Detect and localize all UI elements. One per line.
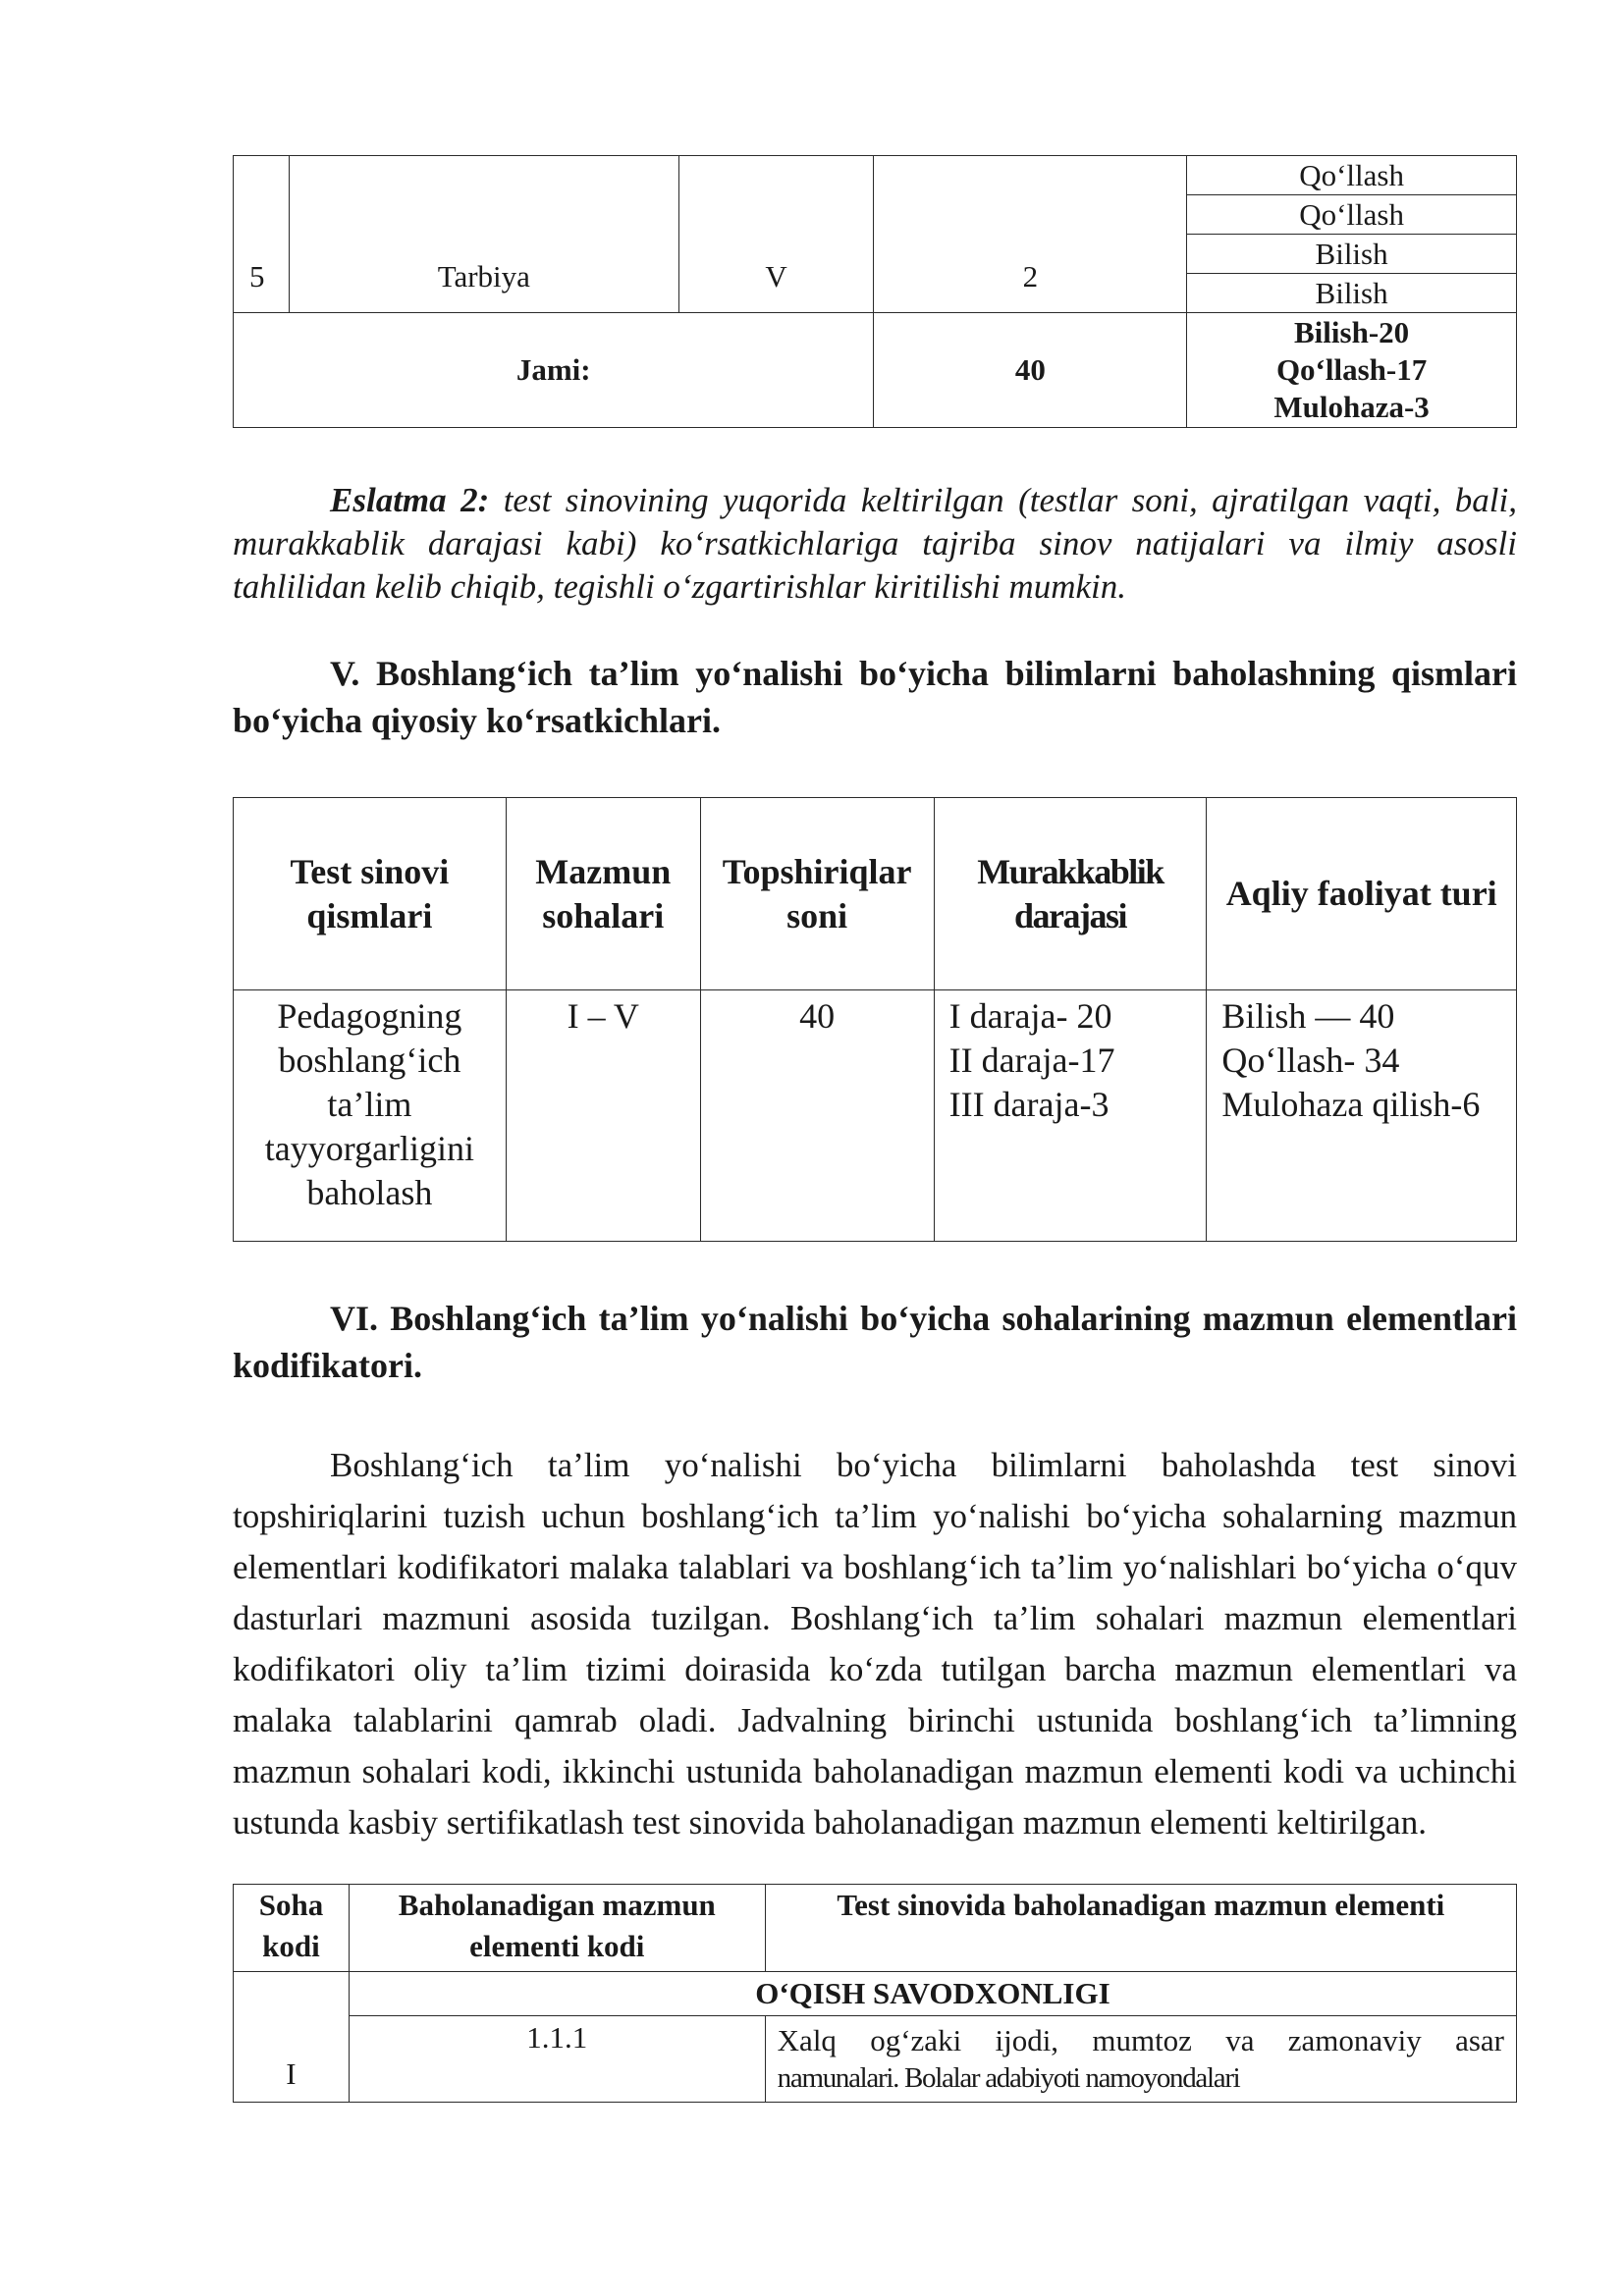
document-page bbox=[233, 155, 1517, 2103]
total-count-cell: 40 bbox=[874, 313, 1187, 428]
test-part-cell: Pedagogning boshlang‘ich ta’lim tayyorgarligini baholash bbox=[234, 990, 507, 1242]
activity-type-cell bbox=[1207, 990, 1517, 1242]
header-difficulty: Murakkablik darajasi bbox=[934, 798, 1207, 990]
header-domain-code: Soha kodi bbox=[234, 1885, 350, 1972]
section-5-heading: V. Boshlang‘ich ta’lim yo‘nalishi bo‘yicha bilimlarni baholashning qismlari bo‘yicha qiyosiy ko‘rsatkichlari. bbox=[233, 654, 1517, 740]
difficulty-line: III daraja-3 bbox=[948, 1085, 1110, 1124]
note-paragraph bbox=[233, 479, 1517, 609]
task-count-cell: 40 bbox=[700, 990, 934, 1242]
breakdown-line: Qo‘llash-17 bbox=[1275, 352, 1428, 387]
header-content-areas: Mazmun sohalari bbox=[506, 798, 700, 990]
activity-line: Qo‘llash- 34 bbox=[1221, 1041, 1400, 1080]
total-label-cell: Jami: bbox=[234, 313, 874, 428]
section-6-heading: VI. Boshlang‘ich ta’lim yo‘nalishi bo‘yicha sohalarining mazmun elementlari kodifikatori. bbox=[233, 1299, 1517, 1385]
breakdown-line: Bilish-20 bbox=[1294, 315, 1410, 349]
header-element: Test sinovida baholanadigan mazmun elementi bbox=[765, 1885, 1516, 1972]
distribution-table-continuation bbox=[233, 155, 1517, 428]
codifier-table bbox=[233, 1884, 1517, 2103]
domain-cell: V bbox=[678, 156, 874, 313]
activity-type-cell: Bilish bbox=[1187, 235, 1517, 274]
section-6-paragraph: Boshlang‘ich ta’lim yo‘nalishi bo‘yicha bilimlarni baholashda test sinovi topshiriqlarini tuzish uchun boshlang‘ich ta’lim yo‘nalishi bo‘yicha sohalarning mazmun elementlari kodifikatori malaka talablari va boshlang‘ich ta’lim yo‘nalishlari bo‘yicha o‘quv dasturlari mazmuni asosida tuzilgan. Boshlang‘ich ta’lim sohalari mazmun elementlari kodifikatori oliy ta’lim tizimi doirasida ko‘zda tutilgan barcha mazmun elementlari va malaka talablarini qamrab oladi. Jadvalning birinchi ustunida boshlang‘ich ta’limning mazmun sohalari kodi, ikkinchi ustunida baholanadigan mazmun elementi kodi va uchinchi ustunda kasbiy sertifikatlash test sinovida baholanadigan mazmun elementi keltirilgan. bbox=[233, 1446, 1517, 1842]
count-cell: 2 bbox=[874, 156, 1187, 313]
header-element-code: Baholanadigan mazmun elementi kodi bbox=[349, 1885, 765, 1972]
subject-cell: Tarbiya bbox=[289, 156, 678, 313]
domain-code-cell: I bbox=[234, 1972, 350, 2103]
breakdown-line: Mulohaza-3 bbox=[1273, 390, 1430, 424]
total-breakdown-cell bbox=[1187, 313, 1517, 428]
difficulty-line: II daraja-17 bbox=[948, 1041, 1115, 1080]
element-description-cell bbox=[765, 2016, 1516, 2103]
element-text-line: namunalari. Bolalar adabiyoti namoyondalari bbox=[777, 2061, 1240, 2094]
header-task-count: Topshiriqlar soni bbox=[700, 798, 934, 990]
header-test-parts: Test sinovi qismlari bbox=[234, 798, 507, 990]
header-activity-type: Aqliy faoliyat turi bbox=[1207, 798, 1517, 990]
activity-type-cell: Qo‘llash bbox=[1187, 156, 1517, 195]
content-areas-cell: I – V bbox=[506, 990, 700, 1242]
element-text-line: Xalq og‘zaki ijodi, mumtoz va zamonaviy asar bbox=[777, 2022, 1504, 2057]
activity-line: Mulohaza qilish-6 bbox=[1221, 1085, 1481, 1124]
difficulty-cell bbox=[934, 990, 1207, 1242]
note-text: test sinovining yuqorida keltirilgan (testlar soni, ajratilgan vaqti, bali, murakkablik darajasi kabi) ko‘rsatkichlariga tajriba sinov natijalari va ilmiy asosli tahlilidan kelib chiqib, tegishli o‘zgartirishlar kiritilishi mumkin. bbox=[233, 481, 1517, 606]
activity-type-cell: Qo‘llash bbox=[1187, 195, 1517, 235]
note-label: Eslatma 2: bbox=[330, 481, 490, 519]
activity-type-cell: Bilish bbox=[1187, 274, 1517, 313]
comparative-indicators-table bbox=[233, 797, 1517, 1242]
row-number-cell: 5 bbox=[234, 156, 290, 313]
element-code-cell: 1.1.1 bbox=[349, 2016, 765, 2103]
activity-line: Bilish — 40 bbox=[1221, 996, 1395, 1036]
difficulty-line: I daraja- 20 bbox=[948, 996, 1112, 1036]
group-title: O‘QISH SAVODXONLIGI bbox=[349, 1972, 1516, 2016]
